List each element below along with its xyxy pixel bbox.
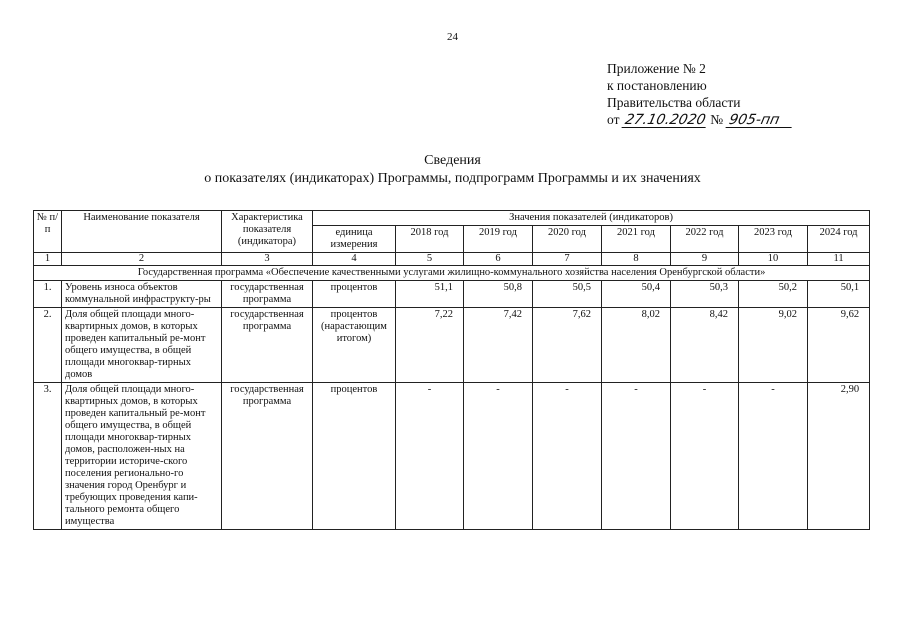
indicator-value: 7,42 <box>464 308 533 383</box>
handwritten-number: 905-пп <box>725 114 794 128</box>
indicator-value: 51,1 <box>396 281 464 308</box>
column-number: 2 <box>62 253 222 266</box>
column-number: 11 <box>808 253 870 266</box>
column-number-row <box>34 253 870 266</box>
indicators-table <box>33 210 870 530</box>
indicator-value: 7,22 <box>396 308 464 383</box>
header-year: 2020 год <box>533 226 602 253</box>
document-title <box>0 152 905 188</box>
row-number: 2. <box>34 308 62 383</box>
indicator-characteristic: государственная программа <box>222 308 313 383</box>
indicator-value: 50,5 <box>533 281 602 308</box>
header-values-group: Значения показателей (индикаторов) <box>313 211 870 226</box>
column-number: 6 <box>464 253 533 266</box>
indicator-value: 9,62 <box>808 308 870 383</box>
indicator-value: 50,8 <box>464 281 533 308</box>
appendix-government: Правительства области <box>607 95 741 110</box>
indicator-value: 50,3 <box>671 281 739 308</box>
header-year: 2024 год <box>808 226 870 253</box>
indicator-value: - <box>671 383 739 530</box>
program-title: Государственная программа «Обеспечение качественными услугами жилищно-коммунального хозяйства населения Оренбургской области» <box>34 266 870 281</box>
column-number: 1 <box>34 253 62 266</box>
header-characteristic: Характеристика показателя (индикатора) <box>222 211 313 253</box>
appendix-resolution: к постановлению <box>607 78 707 93</box>
header-num: № п/п <box>34 211 62 253</box>
header-year: 2021 год <box>602 226 671 253</box>
column-number: 7 <box>533 253 602 266</box>
indicator-unit: процентов <box>313 281 396 308</box>
header-unit: единица измерения <box>313 226 396 253</box>
page-number: 24 <box>447 31 458 43</box>
indicator-value: 50,4 <box>602 281 671 308</box>
indicator-name: Доля общей площади много-квартирных домов, в которых проведен капитальный ре-монт общего имущества, в общей площади многоквар-тирных домов, расположен-ных на территории историче-ского поселения регионально-го значения город Оренбург и требующих проведения капи-тального ремонта общего имущества <box>62 383 222 530</box>
appendix-block <box>607 60 793 128</box>
indicator-characteristic: государственная программа <box>222 383 313 530</box>
header-year: 2019 год <box>464 226 533 253</box>
indicator-value: 50,1 <box>808 281 870 308</box>
column-number: 5 <box>396 253 464 266</box>
indicator-value: 50,2 <box>739 281 808 308</box>
table-row <box>34 308 870 383</box>
indicator-value: 7,62 <box>533 308 602 383</box>
indicator-value: - <box>464 383 533 530</box>
column-number: 10 <box>739 253 808 266</box>
handwritten-date: 27.10.2020 <box>623 112 707 128</box>
indicator-unit: процентов (нарастающим итогом) <box>313 308 396 383</box>
table-row <box>34 281 870 308</box>
column-number: 3 <box>222 253 313 266</box>
indicator-value: - <box>739 383 808 530</box>
column-number: 8 <box>602 253 671 266</box>
indicator-value: 8,02 <box>602 308 671 383</box>
appendix-date-line <box>607 111 793 128</box>
indicator-unit: процентов <box>313 383 396 530</box>
indicator-value: - <box>533 383 602 530</box>
number-prefix: № <box>710 112 724 127</box>
appendix-title: Приложение № 2 <box>607 61 706 76</box>
indicator-value: 2,90 <box>808 383 870 530</box>
indicator-value: - <box>602 383 671 530</box>
row-number: 1. <box>34 281 62 308</box>
indicator-value: 9,02 <box>739 308 808 383</box>
column-number: 9 <box>671 253 739 266</box>
indicator-characteristic: государственная программа <box>222 281 313 308</box>
header-row-1 <box>34 211 870 226</box>
header-year: 2018 год <box>396 226 464 253</box>
title-line-1: Сведения <box>424 153 481 168</box>
header-year: 2023 год <box>739 226 808 253</box>
program-title-row <box>34 266 870 281</box>
indicator-name: Доля общей площади много-квартирных домов, в которых проведен капитальный ре-монт общего имущества, в общей площади многоквар-тирных домов <box>62 308 222 383</box>
indicator-value: - <box>396 383 464 530</box>
indicator-value: 8,42 <box>671 308 739 383</box>
table-row <box>34 383 870 530</box>
header-name: Наименование показателя <box>62 211 222 253</box>
header-year: 2022 год <box>671 226 739 253</box>
title-line-2: о показателях (индикаторах) Программы, подпрограмм Программы и их значениях <box>204 171 701 186</box>
column-number: 4 <box>313 253 396 266</box>
date-prefix: от <box>607 112 620 127</box>
row-number: 3. <box>34 383 62 530</box>
indicator-name: Уровень износа объектов коммунальной инфраструкту-ры <box>62 281 222 308</box>
